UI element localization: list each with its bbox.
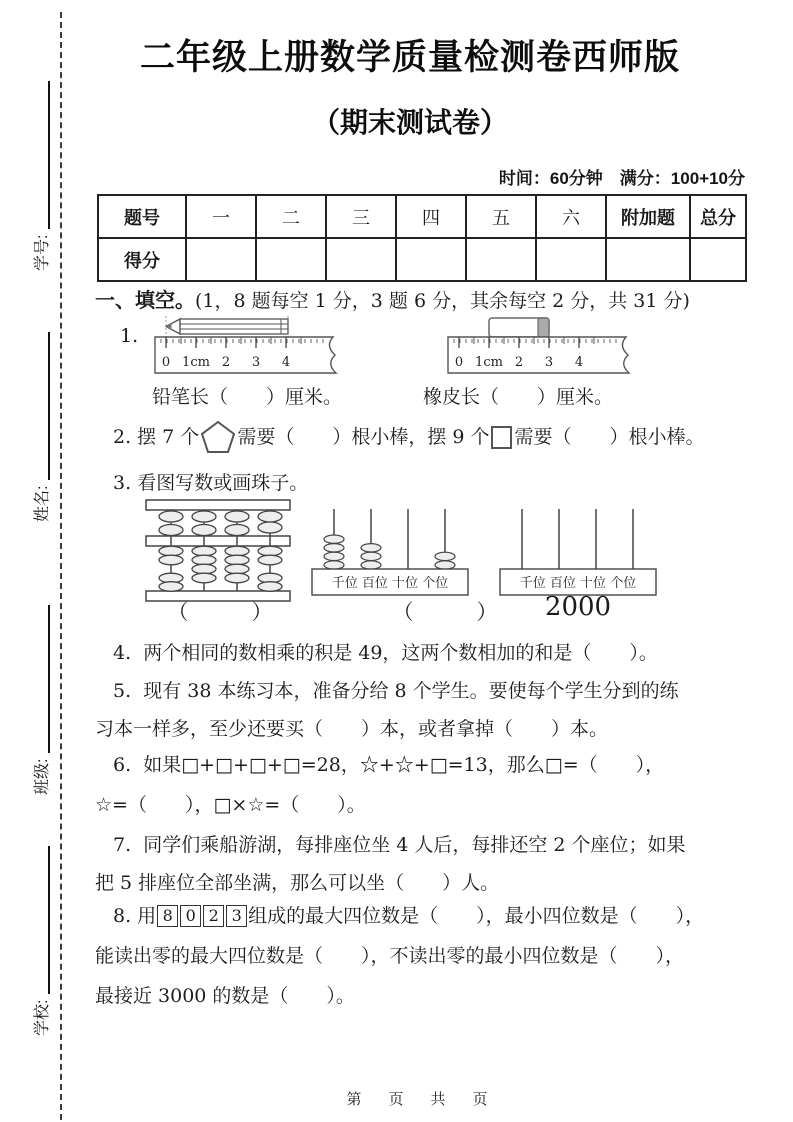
pencil-ruler-figure [152,315,352,379]
ruler2-mark-4: 4 [574,355,584,370]
q2-line [113,420,705,454]
q8-line3: 最接近 3000 的数是（ ）。 [95,985,355,1007]
col-bonus: 附加题 [606,195,690,238]
col-6: 六 [536,195,606,238]
page-subtitle: （期末测试卷） [311,107,508,138]
score-table [97,194,747,282]
student-id-label: 学号: [34,234,51,271]
q6-line2: ☆=（ ），□×☆=（ ）。 [95,794,366,816]
binding-dashed-line [60,12,62,1120]
margin-field-name [31,332,53,522]
ruler1-mark-4: 4 [281,355,291,370]
q3-answer1-blank: （ ） [167,600,273,624]
ruler1-mark-1: 1cm [182,355,210,370]
q8-digit-box-2: 2 [203,905,224,927]
q5-line2: 习本一样多，至少还要买（ ）本，或者拿掉（ ）本。 [95,718,609,740]
section1-heading [95,287,690,314]
score-cell-6 [536,238,606,281]
ruler2-mark-2: 2 [514,355,524,370]
q3-text: 看图写数或画珠子。 [137,472,309,494]
name-fill-line [48,332,50,480]
col-5: 五 [466,195,536,238]
q2-part3: 需要（ ）根小棒。 [514,426,705,448]
ruler2-mark-3: 3 [544,355,554,370]
col-1: 一 [186,195,256,238]
q7-number: 7. [113,834,132,856]
score-cell-3 [326,238,396,281]
q7-line1 [113,832,686,858]
q8-number: 8. [113,905,132,927]
q1-number: 1. [120,325,139,347]
q8-line1-rest: 组成的最大四位数是（ ），最小四位数是（ ）， [248,905,705,927]
score-table-score-row [98,238,746,281]
q8-digit-box-0: 0 [180,905,201,927]
class-label: 班级: [34,758,51,795]
eraser-ruler-figure [445,315,645,379]
q1-eraser-answer: 橡皮长（ ）厘米。 [423,386,614,408]
page-footer: 第 页 共 页 [346,1090,494,1108]
score-cell-total [690,238,746,281]
q4-text: 两个相同的数相乘的积是 49，这两个数相加的和是（ ）。 [143,642,658,664]
q7-line2: 把 5 排座位全部坐满，那么可以坐（ ）人。 [95,872,500,894]
suanpan-abacus-figure [143,497,293,605]
student-id-fill-line [48,81,50,229]
q5-number: 5. [113,680,132,702]
empty-place-value-abacus-figure [498,505,658,600]
score-cell-bonus [606,238,690,281]
name-label: 姓名: [34,485,51,522]
ruler2-mark-1: 1cm [475,355,503,370]
q1-pencil-answer: 铅笔长（ ）厘米。 [152,386,343,408]
col-4: 四 [396,195,466,238]
q4-line [113,640,658,666]
margin-field-student-id [31,81,53,271]
section1-note: (1，8 题每空 1 分，3 题 6 分，其余每空 2 分，共 31 分) [195,290,690,312]
q3-line [113,470,308,496]
q2-part1: 摆 7 个 [137,426,200,448]
score-cell-4 [396,238,466,281]
score-cell-2 [256,238,326,281]
class-fill-line [48,605,50,753]
col-3: 三 [326,195,396,238]
q6-line1-text: 如果□+□+□+□=28，☆+☆+□=13，那么□=（ ）， [143,754,665,776]
place-value-abacus-figure [310,505,470,600]
school-label: 学校: [34,999,51,1036]
q8-line2: 能读出零的最大四位数是（ ），不读出零的最小四位数是（ ）， [95,945,685,967]
score-row-label: 得分 [98,238,186,281]
q8-line1 [113,903,704,929]
margin-field-school [31,846,53,1036]
score-cell-5 [466,238,536,281]
score-table-header-row [98,195,746,238]
q8-digit-box-8: 8 [157,905,178,927]
ruler2-mark-0: 0 [454,355,464,370]
col-2: 二 [256,195,326,238]
col-question-no: 题号 [98,195,186,238]
q5-line1-text: 现有 38 本练习本，准备分给 8 个学生。要使每个学生分到的练 [143,680,679,702]
school-fill-line [48,846,50,994]
square-icon [491,426,512,449]
pentagon-icon [200,420,236,454]
section1-title: 一、填空。 [95,288,195,312]
q8-digit-box-3: 3 [226,905,247,927]
ruler1-mark-2: 2 [221,355,231,370]
q3-number: 3. [113,472,132,494]
q2-part2: 需要（ ）根小棒，摆 9 个 [237,426,490,448]
ruler1-mark-0: 0 [161,355,171,370]
q8-prefix: 用 [137,905,157,927]
page-title: 二年级上册数学质量检测卷西师版 [139,38,680,77]
q6-number: 6. [113,754,132,776]
q6-line1 [113,752,664,778]
q3-answer2-blank: （ ） [392,600,498,624]
place-value-labels-1: 千位 百位 十位 个位 [331,576,449,591]
q7-line1-text: 同学们乘船游湖，每排座位坐 4 人后，每排还空 2 个座位；如果 [143,834,686,856]
place-value-labels-2: 千位 百位 十位 个位 [519,576,637,591]
score-cell-1 [186,238,256,281]
margin-field-class [31,605,53,795]
q5-line1 [113,678,679,704]
q2-number: 2. [113,426,132,448]
exam-meta: 时间：60分钟 满分：100+10分 [498,169,745,188]
q3-given-number: 2000 [544,592,612,622]
q4-number: 4. [113,642,132,664]
col-total: 总分 [690,195,746,238]
ruler1-mark-3: 3 [251,355,261,370]
